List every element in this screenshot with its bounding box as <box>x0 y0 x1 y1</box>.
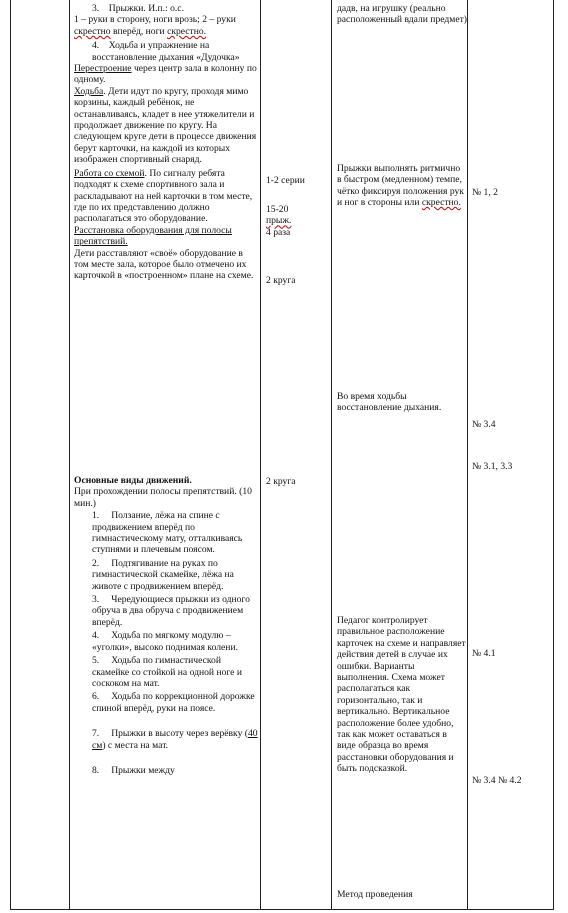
exercise-3-detail: 1 – руки в сторону, ноги врозь; 2 – руки скрестно вперёд, ноги скрестно. <box>74 14 236 37</box>
content-block-top <box>74 3 258 282</box>
dosage-laps: 2 круга <box>266 275 296 286</box>
arrangement-heading: Расстановка оборудования для полосы препятствий. <box>74 224 232 248</box>
exercise-4-line: 4. Ходьба и упражнение на <box>92 40 210 52</box>
ref-3: № 3.1, 3.3 <box>472 461 513 472</box>
content-block-main <box>74 475 258 776</box>
arrangement-text: Дети расставляют «своё» оборудование в том месте зала, которое было отмечено их карточкой в «построенном» плане на схеме. <box>74 247 254 282</box>
cell-content <box>70 0 261 910</box>
table-row <box>11 0 554 910</box>
cell-dosage <box>261 0 332 910</box>
walking-paragraph: Ходьба. Дети идут по кругу, проходя мимо корзины, каждый ребёнок, не останавливаясь, кладет в нее утяжелители и продолжает движение по кругу. На следующем круге дети в процессе движения берут карточки, на каждой из которых изображен спортивный снаряд. <box>74 85 257 166</box>
dosage-times: 15-20 прыж. 4 раза <box>266 204 292 238</box>
list-item: 3. Чередующиеся прыжки из одного обруча в два обруча с продвижением вперёд. <box>92 594 250 628</box>
list-item: 7. Прыжки в высоту через верёвку (40 см) с места на мат. <box>92 728 258 751</box>
main-subheading: При прохождении полосы препятствий. (10 мин.) <box>74 486 252 509</box>
ref-5: № 3.4 № 4.2 <box>472 775 522 786</box>
dosage-laps-2: 2 круга <box>266 476 296 487</box>
exercise-3-line: 3. Прыжки. И.п.: о.с. <box>92 3 184 14</box>
ref-2: № 3.4 <box>472 419 496 430</box>
exercise-4-detail: восстановление дыхания «Дудочка» <box>92 51 240 63</box>
cell-empty <box>11 0 70 910</box>
list-item: 8. Прыжки между <box>92 764 175 776</box>
ref-1: № 1, 2 <box>472 187 498 198</box>
ref-4: № 4.1 <box>472 648 496 659</box>
cell-method-notes <box>332 0 468 910</box>
main-heading: Основные виды движений. <box>74 475 192 486</box>
scheme-paragraph: Работа со схемой. По сигналу ребята подходят к схеме спортивного зала и раскладывают на ней карточки в том месте, где по их представлению должно располагаться это оборудование. <box>74 167 253 225</box>
cell-references <box>468 0 554 910</box>
lesson-plan-table <box>10 0 554 910</box>
note-teacher: Педагог контролирует правильное расположение карточек на схеме и направляет действия детей в случае их ошибки. Варианты выполнения. Схема может располагаться как горизонтально, так и вертикально. Вертикальное расположение более удобно, так как может оставаться в виде образца во время расстановки оборудования и быть подсказкой. <box>337 615 466 775</box>
note-top: дадв, на игрушку (реально расположенный вдали предмет) <box>337 3 467 26</box>
rebuild-paragraph: Перестроение через центр зала в колонну по одному. <box>74 63 257 86</box>
list-item: 4. Ходьба по мягкому модулю – «уголки», высоко поднимая колени. <box>92 630 238 653</box>
note-jumps: Прыжки выполнять ритмично в быстром (медленном) темпе, чётко фиксируя положения рук и ног в стороны или скрестно. <box>337 163 464 209</box>
list-item: 1. Ползание, лёжа на спине с продвижением вперёд по гимнастическому мату, отталкиваясь ступнями и плечевым поясом. <box>92 510 243 556</box>
list-item: 2. Подтягивание на руках по гимнастической скамейке, лёжа на животе с продвижением вперёд. <box>92 557 234 592</box>
list-item: 5. Ходьба по гимнастической скамейке со стойкой на одной ноге и соскоком на мат. <box>92 655 242 689</box>
note-breathing: Во время ходьбы восстановление дыхания. <box>337 391 442 414</box>
note-method: Метод проведения <box>337 889 413 900</box>
list-item: 6. Ходьба по коррекционной дорожке спиной вперёд, руки на поясе. <box>92 691 255 714</box>
dosage-series: 1-2 серии <box>266 175 305 186</box>
